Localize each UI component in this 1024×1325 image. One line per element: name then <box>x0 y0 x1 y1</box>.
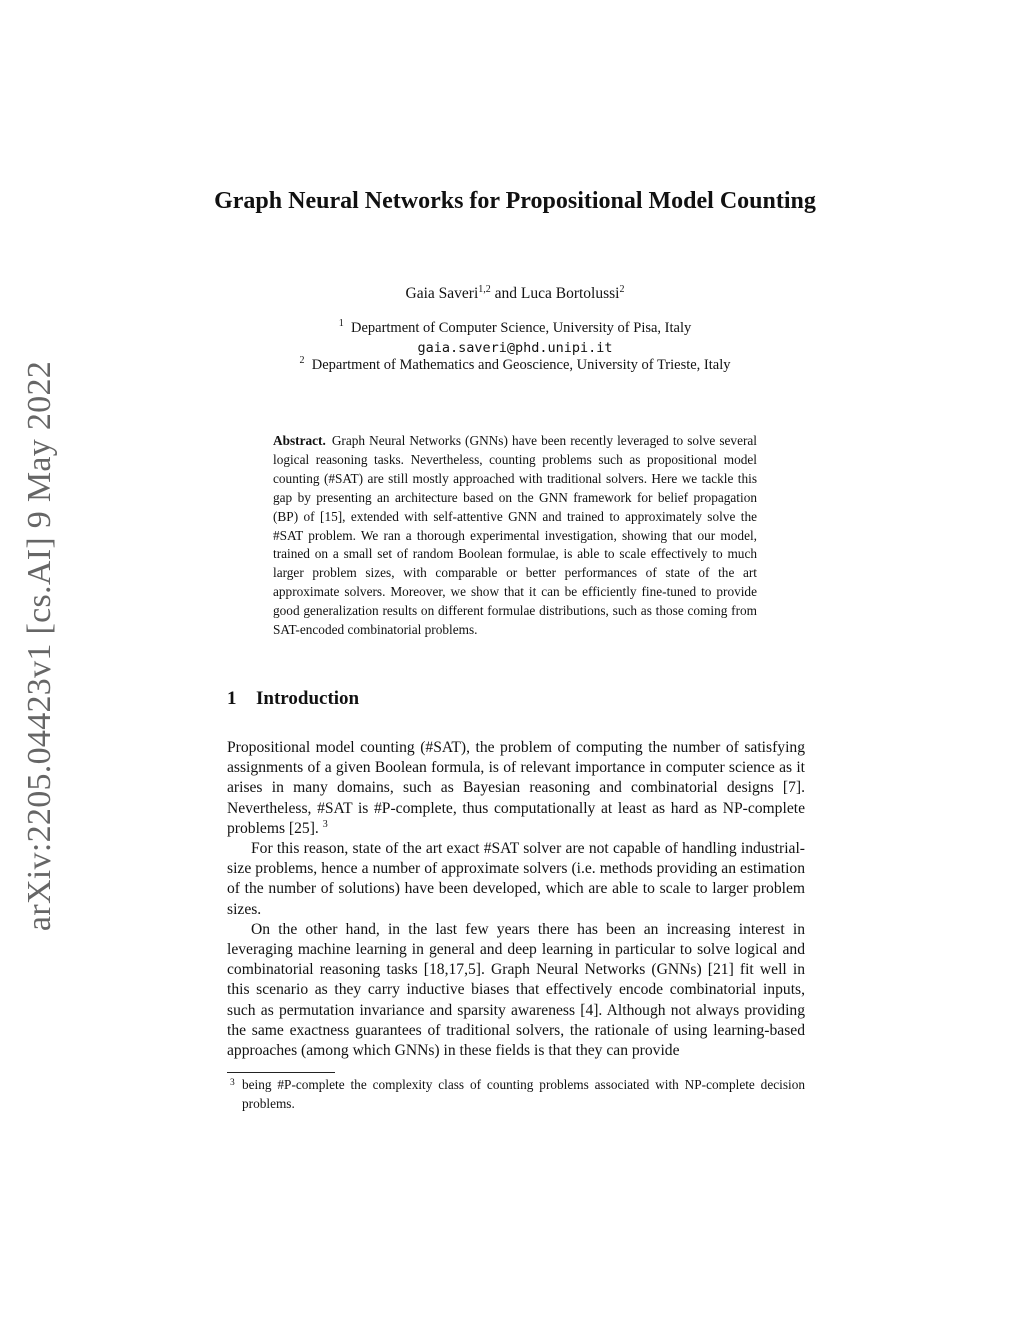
footnote-rule <box>227 1072 335 1073</box>
footnote-text: being #P-complete the complexity class of counting problems associated with NP-complete decision problems. <box>242 1077 805 1111</box>
footnote-reference[interactable]: 3 <box>322 818 328 830</box>
footnote-mark: 3 <box>230 1078 235 1088</box>
arxiv-stamp-text: arXiv:2205.04423v1 [cs.AI] 9 May 2022 <box>21 360 58 932</box>
author-2: Luca Bortolussi <box>520 285 620 302</box>
author-email: gaia.saveri@phd.unipi.it <box>417 340 613 356</box>
affiliation-2-mark: 2 <box>299 355 305 366</box>
affiliation-1 <box>200 320 830 337</box>
affiliation-2-text: Department of Mathematics and Geoscience, University of Trieste, Italy <box>311 357 731 373</box>
paragraph-1-text: Propositional model counting (#SAT), the problem of computing the number of satisfying assignments of a given Boolean formula, is of relevant importance in computer science as it arises in many domains, such as Bayesian reasoning and combinatorial designs [7]. Nevertheless, #SAT is #P-complete, thus computationally at least as hard as NP-complete problems [25]. <box>227 739 805 837</box>
author-2-affil-marks: 2 <box>619 284 625 295</box>
affiliation-1-text: Department of Computer Science, University of Pisa, Italy <box>350 320 692 336</box>
section-heading <box>227 688 359 710</box>
author-1-affil-marks: 1,2 <box>478 284 491 295</box>
affiliation-2 <box>200 357 830 374</box>
paragraph-1 <box>227 738 805 839</box>
author-line <box>230 285 800 303</box>
section-number: 1 <box>227 688 237 709</box>
footnote <box>230 1076 805 1113</box>
section-title: Introduction <box>256 688 360 709</box>
author-conjunction: and <box>490 285 521 302</box>
paper-title: Graph Neural Networks for Propositional Model Counting <box>214 188 816 214</box>
abstract-text: Graph Neural Networks (GNNs) have been recently leveraged to solve several logical reasoning tasks. Nevertheless, counting problems such as propositional model counting (#SAT) are still mostly approached with traditional solvers. Here we tackle this gap by presenting an architecture based on the GNN framework for belief propagation (BP) of [15], extended with self-attentive GNN and trained to approximately solve the #SAT problem. We ran a thorough experimental investigation, showing that our model, trained on a small set of random Boolean formulae, is able to scale effectively to much larger problem sizes, with comparable or better performances of state of the art approximate solvers. Moreover, we show that it can be efficiently fine-tuned to provide good generalization results on different formulae distributions, such as those coming from SAT-encoded combinatorial problems. <box>273 433 757 638</box>
abstract-label: Abstract. <box>273 433 326 448</box>
paragraph-2: For this reason, state of the art exact #SAT solver are not capable of handling industrial-size problems, hence a number of approximate solvers (i.e. methods providing an estimation of the number of solutions) have been developed, which are able to scale to larger problem sizes. <box>227 840 805 918</box>
body-text <box>227 738 805 1061</box>
paragraph-3: On the other hand, in the last few years there has been an increasing interest in leveraging machine learning in general and deep learning in particular to solve logical and combinatorial reasoning tasks [18,17,5]. Graph Neural Networks (GNNs) [21] fit well in this scenario as they carry inductive biases that effectively encode combinatorial inputs, such as permutation invariance and sparsity awareness [4]. Although not always providing the same exactness guarantees of traditional solvers, the rationale of using learning-based approaches (among which GNNs) in these fields is that they can provide <box>227 920 805 1060</box>
affiliation-1-mark: 1 <box>338 318 344 329</box>
author-1: Gaia Saveri <box>405 285 479 302</box>
abstract <box>273 432 757 640</box>
